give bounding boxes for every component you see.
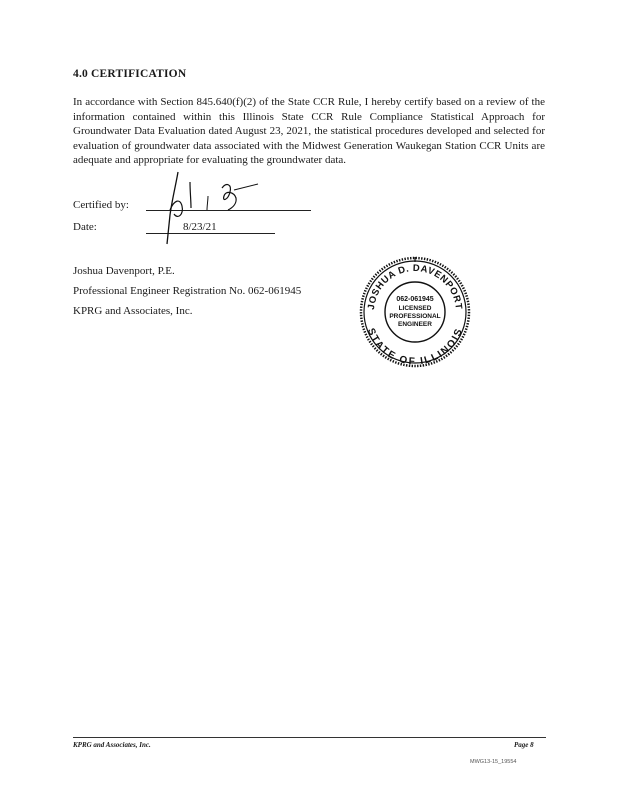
svg-text:STATE OF ILLINOIS (365, 327, 465, 368)
document-id: MWG13-15_19554 (470, 759, 517, 765)
date-label: Date: (73, 221, 97, 233)
seal-line-professional: PROFESSIONAL (389, 313, 441, 320)
professional-engineer-seal (352, 255, 478, 369)
seal-number: 062-061945 (396, 296, 434, 303)
date-value: 8/23/21 (183, 221, 217, 233)
footer-company: KPRG and Associates, Inc. (73, 741, 151, 749)
seal-top-text: JOSHUA D. DAVENPORT (366, 262, 465, 311)
seal-line-engineer: ENGINEER (398, 321, 432, 328)
engineer-registration: Professional Engineer Registration No. 062-061945 (73, 285, 302, 297)
svg-text:JOSHUA D. DAVENPORT (366, 263, 464, 310)
footer-rule (73, 737, 546, 738)
footer-page-number: Page 8 (514, 741, 534, 749)
engineer-company: KPRG and Associates, Inc. (73, 305, 193, 317)
section-heading: 4.0 CERTIFICATION (73, 68, 187, 80)
seal-bottom-text: STATE OF ILLINOIS (364, 326, 466, 368)
engineer-name: Joshua Davenport, P.E. (73, 265, 175, 277)
certified-by-label: Certified by: (73, 199, 129, 211)
handwritten-signature (160, 170, 270, 245)
seal-line-licensed: LICENSED (398, 305, 432, 312)
certification-paragraph: In accordance with Section 845.640(f)(2) of the State CCR Rule, I hereby certify based on a review of the information contained within this Illinois State CCR Rule Compliance Statistical Approach for Groundwater Data Evaluation dated August 23, 2021, the statistical procedures developed and selected for evaluation of groundwater data associated with the Midwest Generation Waukegan Station CCR Units are adequate and appropriate for evaluating the groundwater data. (73, 96, 545, 167)
